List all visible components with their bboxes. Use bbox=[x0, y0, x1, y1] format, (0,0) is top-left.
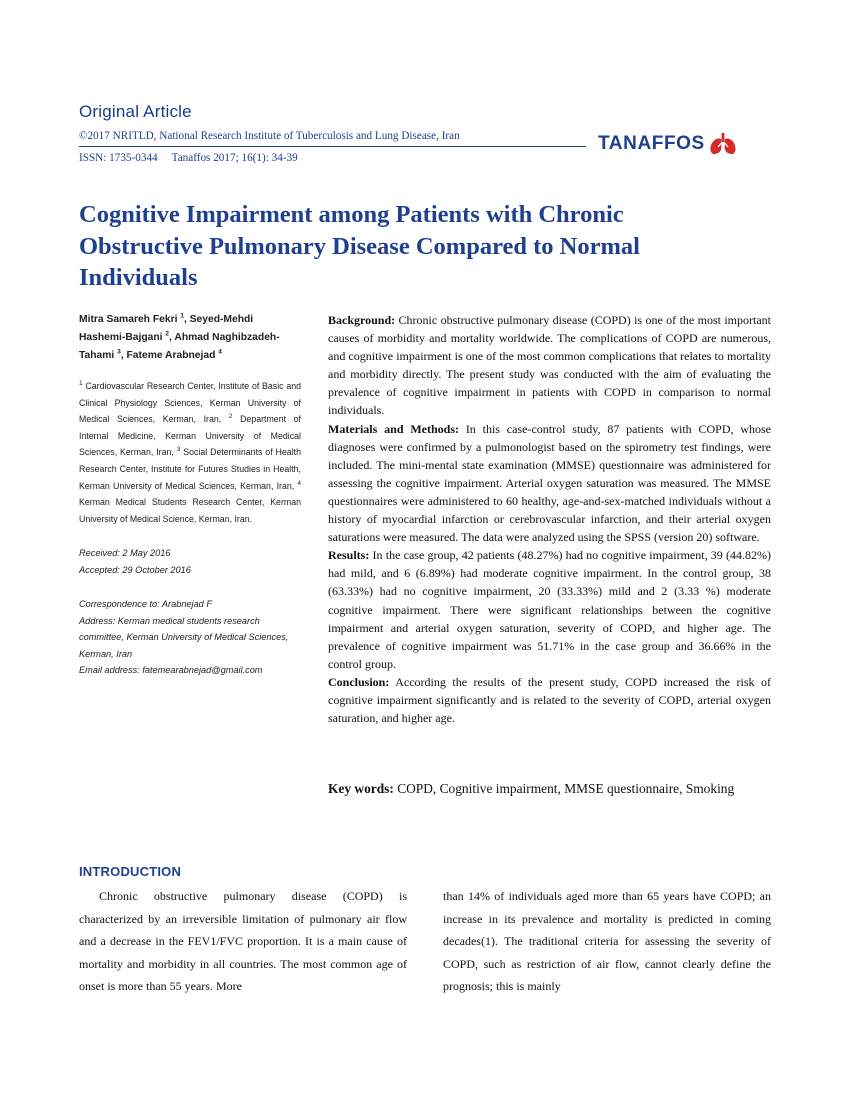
affiliation-marker: 4 bbox=[297, 479, 301, 487]
keywords-label: Key words: bbox=[328, 781, 394, 796]
keywords bbox=[328, 780, 771, 799]
copyright-line: ©2017 NRITLD, National Research Institute of Tuberculosis and Lung Disease, Iran bbox=[79, 130, 460, 142]
affiliation-marker: 1 bbox=[79, 380, 83, 388]
abstract-text: In the case group, 42 patients (48.27%) had no cognitive impairment, 39 (44.82%) had mild, and 6 (6.89%) had moderate cognitive impairment. In the control group, 38 (63.33%) had no cognitive impairment, 20 (33.33%) mild and 2 (3.33 %) moderate cognitive impairment. There were significant relationships between the cognitive impairment and arterial oxygen saturation, severity of COPD, and higher age. The prevalence of cognitive impairment was 51.71% in the case group and 36.66% in the control group. bbox=[328, 548, 771, 671]
affiliation-text: Social Determinants of Health Research Center, Institute for Futures Studies in Health, Kerman University of Medical Sciences, Kerman, Iran, bbox=[79, 447, 301, 491]
article-type-label: Original Article bbox=[79, 102, 192, 121]
affiliation-text: Department of Internal Medicine, Kerman University of Medical Sciences, Kerman, Iran, bbox=[79, 414, 302, 458]
abstract-label: Background: bbox=[328, 313, 396, 327]
author-name: Mitra Samareh Fekri bbox=[79, 314, 178, 325]
abstract-results bbox=[328, 546, 771, 673]
article-title: Cognitive Impairment among Patients with Chronic Obstructive Pulmonary Disease Compared to Normal Individuals bbox=[79, 201, 640, 291]
abstract-label: Materials and Methods: bbox=[328, 421, 459, 436]
section-heading-introduction: INTRODUCTION bbox=[79, 864, 182, 879]
abstract-background bbox=[328, 311, 771, 420]
journal-name: TANAFFOS bbox=[598, 133, 705, 154]
received-date: Received: 2 May 2016 bbox=[79, 548, 171, 558]
issn: ISSN: 1735-0344 bbox=[79, 152, 158, 164]
affiliation-marker: 4 bbox=[218, 348, 222, 356]
correspondence-address: Address: Kerman medical students research committee, Kerman University of Medical Sciences, Kerman, Iran bbox=[79, 615, 289, 659]
article-dates bbox=[79, 545, 191, 579]
issn-citation-line bbox=[79, 152, 298, 164]
citation: Tanaffos 2017; 16(1): 34-39 bbox=[171, 152, 298, 164]
accepted-date: Accepted: 29 October 2016 bbox=[79, 565, 191, 575]
journal-logo bbox=[598, 133, 737, 155]
abstract-text: According the results of the present study, COPD increased the risk of cognitive impairment significantly and is related to the severity of COPD, arterial oxygen saturation, and higher age. bbox=[328, 674, 771, 726]
affiliation-text: Kerman Medical Students Research Center, Kerman University of Medical Science, Kerman, Iran. bbox=[79, 497, 301, 524]
header-divider bbox=[79, 146, 586, 147]
intro-column-left: Chronic obstructive pulmonary disease (COPD) is characterized by an irreversible limitation of pulmonary air flow and a decrease in the FEV1/FVC proportion. It is a main cause of mortality and morbidity in all countries. The most common age of onset is more than 55 years. More bbox=[79, 889, 407, 994]
author-name: , Seyed-Mehdi Hashemi-Bajgani bbox=[79, 314, 254, 343]
affiliation-marker: 2 bbox=[165, 330, 170, 338]
author-name: , Ahmad Naghibzadeh-Tahami bbox=[79, 332, 280, 361]
abstract-label: Results: bbox=[328, 548, 370, 563]
abstract-text: In this case-control study, 87 patients with COPD, whose diagnoses were confirmed by a pulmonologist based on the spirometry test findings, were included. The mini-mental state examination (MMSE) questionnaire was administered for assessing the cognitive impairment. Arterial oxygen saturation was measured. The MMSE questionnaires were administered to 60 healthy, age-and-sex-matched individuals without a history of myocardial infarction or cerebrovascular infarction, and their arterial oxygen saturations were measured. The data were analyzed using the SPSS (version 20) software. bbox=[328, 421, 771, 545]
correspondence-block bbox=[79, 596, 294, 679]
abstract-label: Conclusion: bbox=[328, 674, 390, 689]
affiliation-marker: 3 bbox=[176, 446, 181, 454]
abstract-conclusion bbox=[328, 673, 771, 727]
keywords-text: COPD, Cognitive impairment, MMSE questionnaire, Smoking bbox=[393, 781, 735, 796]
intro-column-right: than 14% of individuals aged more than 65 years have COPD; an increase in its prevalence and mortality is predicted in coming decades(1). The traditional criteria for assessing the severity of COPD, such as restriction of air flow, cannot clearly define the prognosis; this is mainly bbox=[443, 889, 771, 994]
author-list bbox=[79, 311, 294, 365]
abstract-methods bbox=[328, 420, 771, 547]
affiliation-marker: 2 bbox=[228, 413, 233, 421]
lungs-icon bbox=[709, 133, 737, 155]
author-name: , Fateme Arabnejad bbox=[120, 350, 216, 361]
affiliation-marker: 3 bbox=[117, 348, 121, 356]
correspondence-email: Email address: fatemearabnejad@gmail.com bbox=[79, 665, 263, 676]
affiliation-marker: 1 bbox=[180, 312, 184, 320]
abstract-text: Chronic obstructive pulmonary disease (COPD) is one of the most important causes of morbidity and mortality worldwide. The complications of COPD are numerous, and cognitive impairment is one of the most common complications that relates to mortality and morbidity directly. The present study was conducted with the aim of evaluating the prevalence of cognitive impairment in patients with COPD in comparison to normal individuals. bbox=[328, 313, 771, 418]
affiliation-list bbox=[79, 378, 301, 527]
affiliation-text: Cardiovascular Research Center, Institute of Basic and Clinical Physiology Sciences, Kerman University of Medical Sciences, Kerman, Iran, bbox=[79, 381, 301, 425]
correspondence-to: Correspondence to: Arabnejad F bbox=[79, 599, 212, 609]
abstract bbox=[328, 311, 771, 727]
